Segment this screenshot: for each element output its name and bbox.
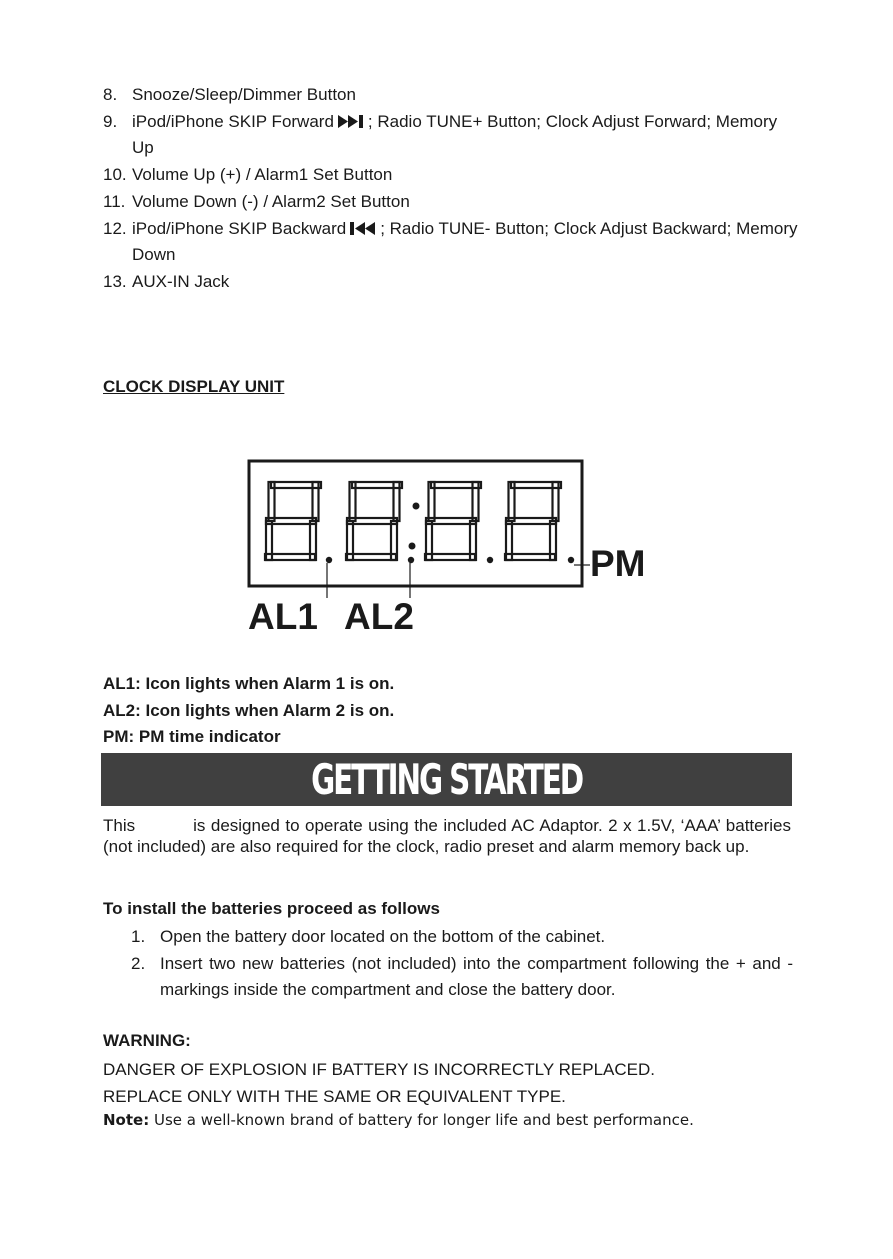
item-number: 8.	[103, 85, 118, 104]
step-text: Open the battery door located on the bottom of the cabinet.	[160, 927, 606, 946]
clock-display-diagram	[240, 455, 660, 645]
item-text: AUX-IN Jack	[132, 271, 230, 291]
item-text: Snooze/Sleep/Dimmer Button	[132, 85, 356, 104]
note-label: Note:	[103, 1111, 150, 1129]
intro-paragraph	[103, 815, 791, 857]
list-item	[103, 951, 793, 1004]
step-number: 1.	[131, 927, 146, 946]
note	[103, 1111, 694, 1129]
list-item	[103, 189, 803, 216]
install-steps	[103, 924, 793, 1004]
item-text: ; Radio TUNE- Button; Clock Adjust Backward; Memory Down	[132, 218, 798, 265]
item-number: 13.	[103, 271, 127, 291]
decimal-dot	[487, 557, 493, 563]
al1-label: AL1	[248, 596, 318, 637]
pm-dot	[568, 557, 574, 563]
note-text: Use a well-known brand of battery for longer life and best performance.	[149, 1111, 694, 1129]
banner-title: GETTING STARTED	[311, 754, 582, 804]
item-number: 10.	[103, 165, 127, 185]
item-number: 9.	[103, 111, 118, 131]
intro-start: This	[103, 816, 136, 835]
indicator-line: PM: PM time indicator	[103, 727, 281, 746]
list-item	[103, 269, 803, 296]
item-text: ; Radio TUNE+ Button; Clock Adjust Forward; Memory Up	[132, 111, 778, 158]
al2-dot	[408, 557, 414, 563]
skip-forward-icon	[338, 115, 366, 128]
intro-rest: is designed to operate using the included AC Adaptor. 2 x 1.5V, ‘AAA’ batteries (not included) are also required for the clock, radio preset and alarm memory back up.	[103, 816, 791, 856]
item-text: Volume Up (+) / Alarm1 Set Button	[132, 165, 393, 185]
pm-label: PM	[590, 543, 646, 584]
list-item	[103, 216, 803, 269]
list-item	[103, 109, 803, 162]
list-item	[103, 82, 803, 109]
warning-line: REPLACE ONLY WITH THE SAME OR EQUIVALENT TYPE.	[103, 1086, 566, 1106]
indicator-legend	[103, 671, 394, 751]
clock-display-heading: CLOCK DISPLAY UNIT	[103, 377, 285, 396]
colon-dot	[409, 543, 416, 550]
al1-dot	[326, 557, 332, 563]
colon-dot	[413, 503, 420, 510]
warning-heading: WARNING:	[103, 1031, 191, 1050]
step-text: Insert two new batteries (not included) into the compartment following the + and - markings inside the compartment and close the battery door.	[160, 953, 793, 999]
skip-backward-icon	[350, 222, 378, 235]
item-number: 12.	[103, 218, 127, 238]
install-heading: To install the batteries proceed as follows	[103, 899, 440, 918]
item-text: iPod/iPhone SKIP Backward	[132, 218, 347, 238]
warning-line: DANGER OF EXPLOSION IF BATTERY IS INCORRECTLY REPLACED.	[103, 1060, 655, 1079]
item-text: iPod/iPhone SKIP Forward	[132, 111, 334, 131]
list-item	[103, 924, 793, 951]
list-item	[103, 162, 803, 189]
indicator-line: AL2: Icon lights when Alarm 2 is on.	[103, 700, 395, 720]
features-list	[103, 82, 803, 296]
al2-label: AL2	[344, 596, 414, 637]
step-number: 2.	[131, 953, 146, 973]
warning-text	[103, 1057, 655, 1110]
indicator-line: AL1: Icon lights when Alarm 1 is on.	[103, 674, 395, 693]
item-text: Volume Down (-) / Alarm2 Set Button	[132, 191, 410, 211]
item-number: 11.	[103, 191, 126, 211]
section-banner	[101, 753, 792, 806]
